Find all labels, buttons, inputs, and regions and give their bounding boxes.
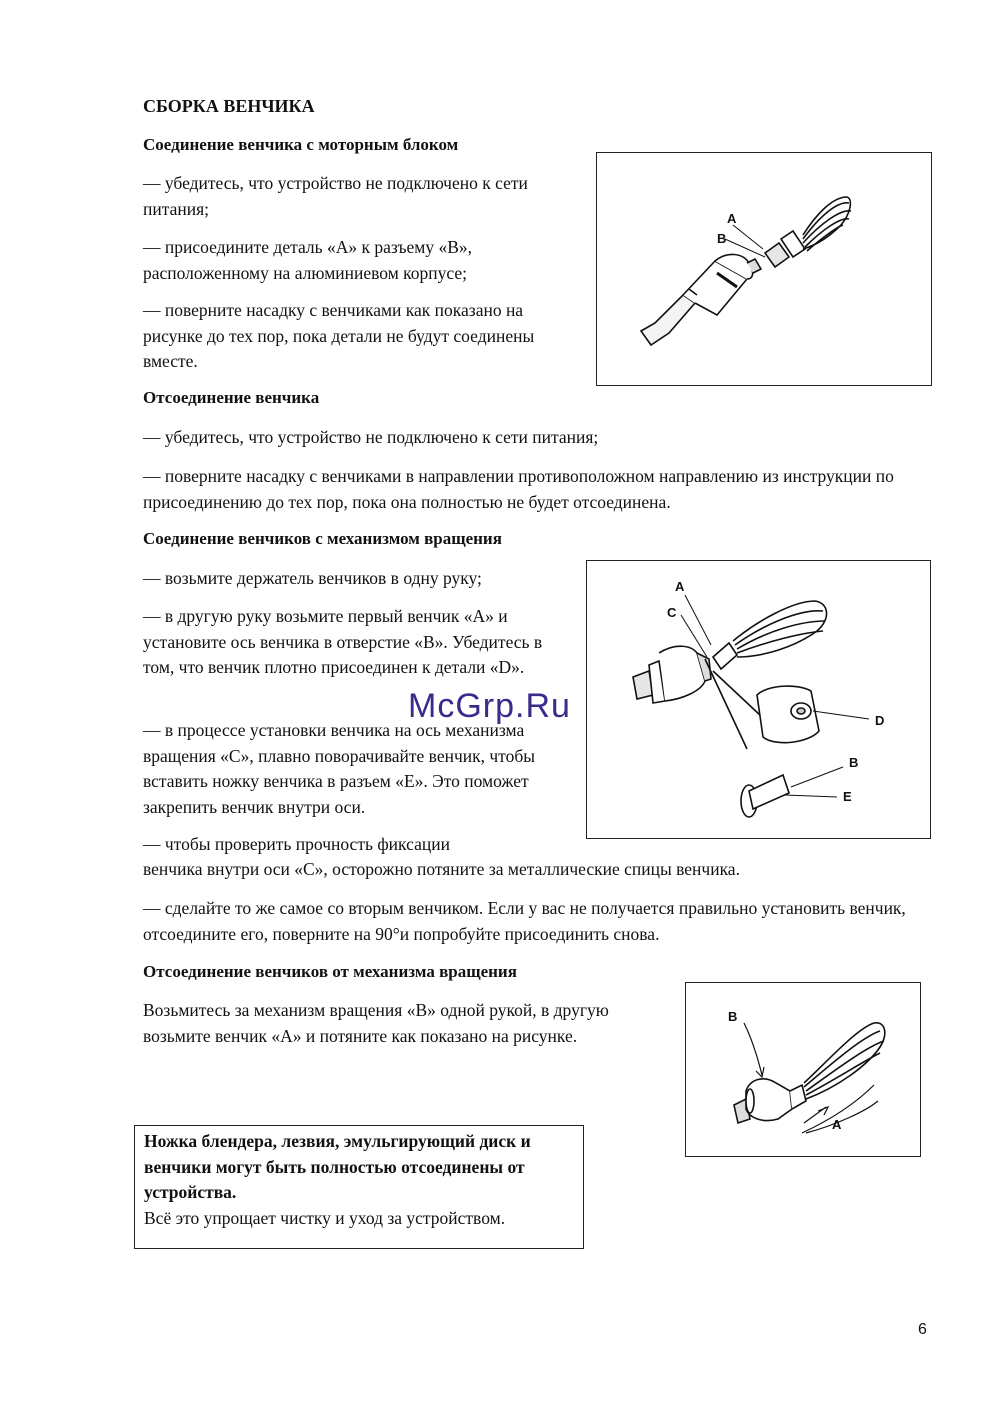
whisk-removal-illustration (686, 983, 920, 1156)
page-number: 6 (918, 1321, 927, 1338)
whisk-mechanism-illustration (587, 561, 930, 838)
page-title: СБОРКА ВЕНЧИКА (143, 96, 315, 116)
label-e: E (843, 789, 852, 804)
paragraph: — чтобы проверить прочность фиксации (143, 834, 450, 854)
paragraph: — возьмите держатель венчиков в одну руку; (143, 568, 482, 588)
watermark: McGrp.Ru (408, 687, 571, 725)
heading-connect-motor: Соединение венчика с моторным блоком (143, 135, 459, 154)
heading-connect-mech: Соединение венчиков с механизмом вращения (143, 529, 502, 548)
label-a: A (727, 211, 737, 226)
label-b: B (717, 231, 727, 246)
whisk-motor-illustration (597, 153, 931, 385)
figure-whisk-removal (685, 982, 921, 1157)
heading-disconnect: Отсоединение венчика (143, 388, 320, 407)
label-c: C (667, 605, 677, 620)
paragraph: Возьмитесь за механизм вращения «В» одной рукой, в другую возьмите венчик «А» и потяните как показано на рисунке. (143, 1000, 609, 1046)
figure-whisk-motor (596, 152, 932, 386)
figure-whisk-mechanism (586, 560, 931, 839)
label-a: A (832, 1117, 842, 1132)
paragraph: — убедитесь, что устройство не подключено к сети питания; (143, 427, 599, 447)
paragraph: — поверните насадку с венчиками как показано на рисунке до тех пор, пока детали не будут соединены вместе. (143, 300, 535, 371)
paragraph: — в процессе установки венчика на ось механизма вращения «С», плавно поворачивайте венчик, чтобы вставить ножку венчика в разъем «Е». Это поможет закрепить венчик внутри оси. (143, 720, 536, 817)
note-bold-text: Ножка блендера, лезвия, эмульгирующий диск и венчики могут быть полностью отсоединены от устройства. (144, 1131, 531, 1202)
paragraph: — в другую руку возьмите первый венчик «А» и установите ось венчика в отверстие «В». Убедитесь в том, что венчик плотно присоединен к детали «D». (143, 606, 543, 677)
heading-disconnect-mech: Отсоединение венчиков от механизма вращения (143, 962, 517, 981)
paragraph: — сделайте то же самое со вторым венчиком. Если у вас не получается правильно установить венчик, отсоедините его, поверните на 90°и попробуйте присоединить снова. (143, 898, 906, 944)
paragraph: венчика внутри оси «С», осторожно потяните за металлические спицы венчика. (143, 859, 740, 879)
note-text: Всё это упрощает чистку и уход за устройством. (144, 1207, 506, 1228)
paragraph: — присоедините деталь «А» к разъему «В», расположенному на алюминиевом корпусе; (143, 237, 473, 283)
paragraph: — убедитесь, что устройство не подключено к сети питания; (143, 173, 528, 219)
paragraph: — поверните насадку с венчиками в направлении противоположном направлению из инструкции по присоединению до тех пор, пока она полностью не будет отсоединена. (143, 466, 894, 512)
note-box (134, 1125, 584, 1249)
label-d: D (875, 713, 885, 728)
label-a: A (675, 579, 685, 594)
label-b: B (728, 1009, 738, 1024)
label-b: B (849, 755, 859, 770)
